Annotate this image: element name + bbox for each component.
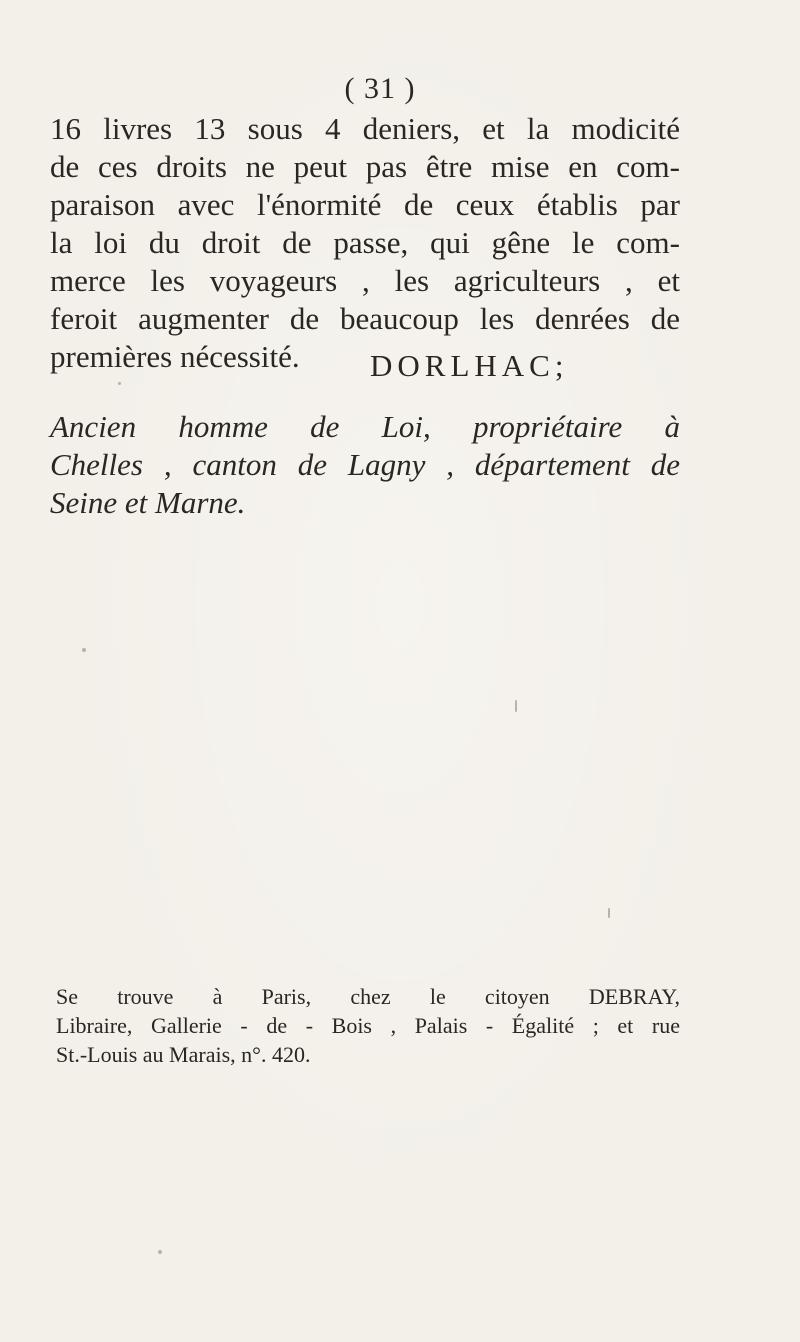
body-line: feroit augmenter de beaucoup les denrées de bbox=[50, 301, 680, 336]
body-line: premières nécessité. bbox=[50, 339, 300, 374]
page-number: ( 31 ) bbox=[344, 72, 416, 105]
signer-line: Seine et Marne. bbox=[50, 485, 246, 520]
body-line: 16 livres 13 sous 4 deniers, et la modicité bbox=[50, 111, 680, 146]
imprint-line: Libraire, Gallerie - de - Bois , Palais - Égalité ; et rue bbox=[56, 1013, 680, 1038]
body-line: merce les voyageurs , les agriculteurs , et bbox=[50, 263, 680, 298]
body-line: de ces droits ne peut pas être mise en com- bbox=[50, 149, 680, 184]
body-paragraph bbox=[50, 110, 680, 376]
signature-name: DORLHAC; bbox=[370, 348, 569, 383]
paper-speck bbox=[118, 382, 121, 385]
paper-speck bbox=[158, 1250, 162, 1254]
body-line: la loi du droit de passe, qui gêne le com- bbox=[50, 225, 680, 260]
signer-line: Ancien homme de Loi, propriétaire à bbox=[50, 409, 680, 444]
paper-speck bbox=[608, 908, 610, 918]
imprint-line: St.-Louis au Marais, n°. 420. bbox=[56, 1042, 311, 1067]
imprint-line: Se trouve à Paris, chez le citoyen DEBRAY, bbox=[56, 984, 680, 1009]
imprint-notice bbox=[56, 982, 680, 1069]
signer-line: Chelles , canton de Lagny , département de bbox=[50, 447, 680, 482]
paper-speck bbox=[515, 700, 517, 712]
paper-speck bbox=[82, 648, 86, 652]
body-line: paraison avec l'énormité de ceux établis par bbox=[50, 187, 680, 222]
signer-description bbox=[50, 408, 680, 522]
